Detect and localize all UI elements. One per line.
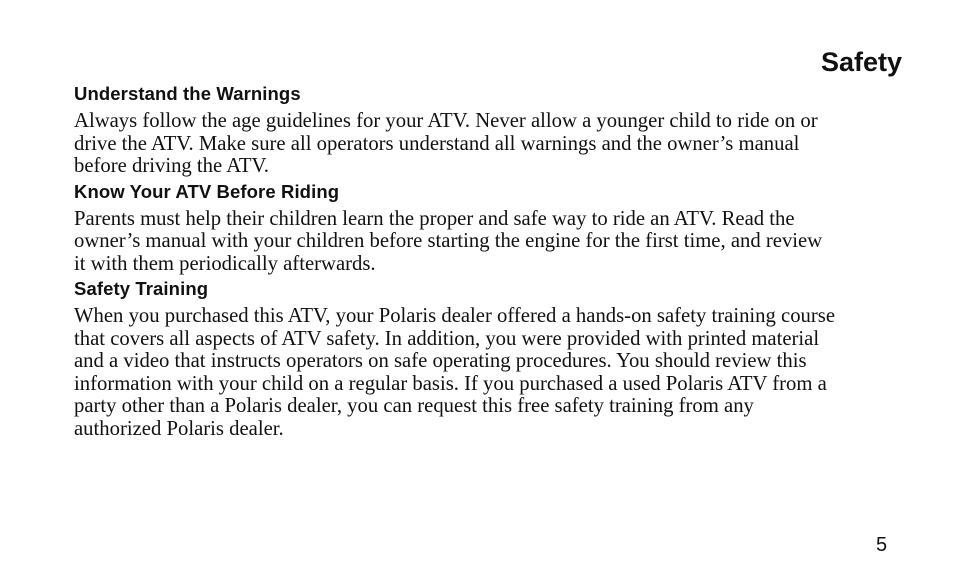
section-paragraph: Parents must help their children learn the proper and safe way to ride an ATV. Read the owner’s manual with your children before starting the engine for the first time, and review it with them periodically afterwards.	[74, 207, 823, 275]
section-paragraph: Always follow the age guidelines for your ATV. Never allow a younger child to ride on or drive the ATV. Make sure all operators understand all warnings and the owner’s manual before driving the ATV.	[74, 110, 818, 177]
section-safety-training	[74, 277, 904, 440]
section-know-your-atv	[74, 180, 904, 276]
section-understand-warnings	[74, 82, 904, 178]
page-title: Safety	[820, 47, 902, 77]
document-body	[74, 82, 904, 442]
page-number: 5	[876, 534, 888, 556]
section-heading: Know Your ATV Before Riding	[74, 180, 340, 202]
section-paragraph: When you purchased this ATV, your Polaris dealer offered a hands-on safety training course that covers all aspects of ATV safety. In addition, you were provided with printed material and a video that instructs operators on safe operating procedures. You should review this information with your child on a regular basis. If you purchased a used Polaris ATV from a party other than a Polaris dealer, you can request this free safety training from any authorized Polaris dealer.	[74, 305, 836, 440]
section-heading: Safety Training	[74, 278, 209, 299]
section-heading: Understand the Warnings	[74, 83, 301, 104]
